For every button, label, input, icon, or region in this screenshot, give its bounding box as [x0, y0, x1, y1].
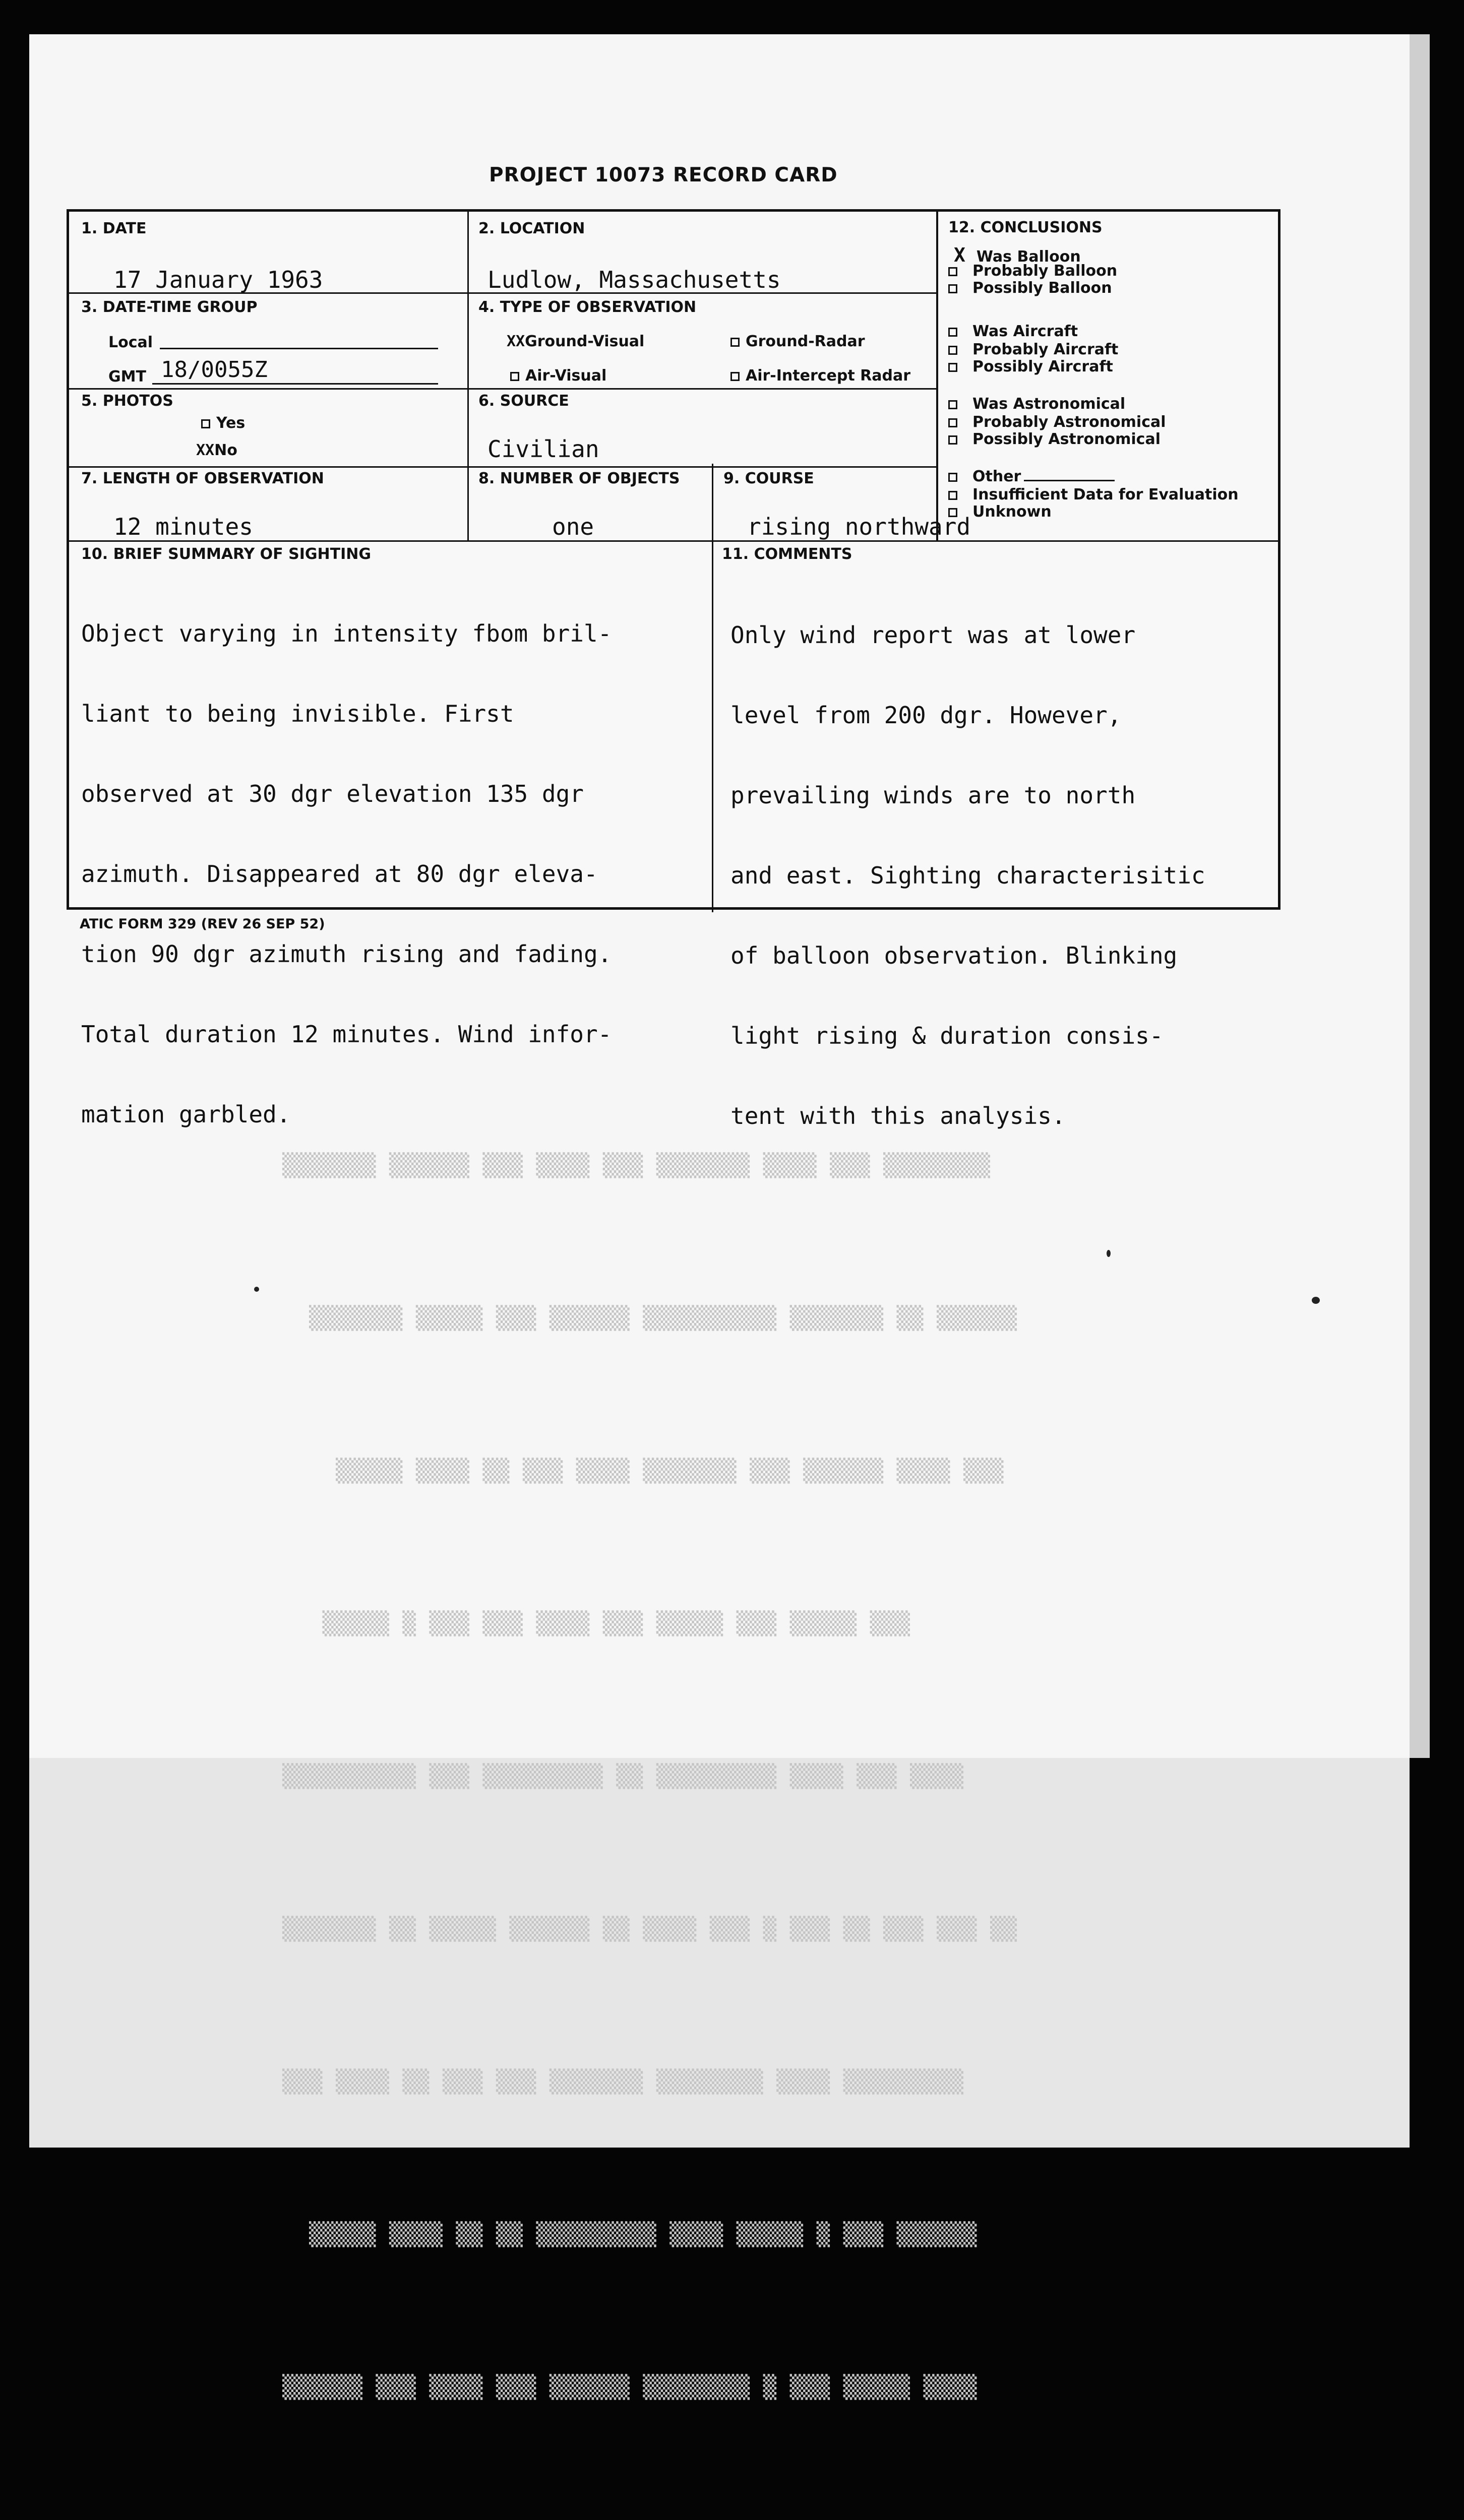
summary-line: Total duration 12 minutes. Wind infor-	[81, 1021, 612, 1048]
checkbox	[201, 419, 210, 428]
length-of-observation-label: 7. LENGTH OF OBSERVATION	[81, 470, 324, 487]
datetime-group-label: 3. DATE-TIME GROUP	[81, 298, 258, 316]
number-of-objects-label: 8. NUMBER OF OBJECTS	[478, 470, 680, 487]
photos-no-check: XX	[196, 442, 215, 459]
source-label: 6. SOURCE	[478, 392, 569, 410]
divider	[69, 466, 937, 468]
divider	[69, 540, 1279, 542]
location-value: Ludlow, Massachusetts	[487, 266, 781, 293]
date-label: 1. DATE	[81, 220, 147, 237]
conclusion-was-aircraft	[948, 323, 1078, 340]
comment-line: level from 200 dgr. However,	[730, 702, 1122, 729]
conclusion-text: Probably Astronomical	[972, 413, 1166, 431]
gmt-label: GMT	[108, 368, 146, 386]
photos-no-option	[196, 442, 237, 459]
comments-label: 11. COMMENTS	[722, 545, 852, 563]
paper-edge-strip	[1410, 34, 1430, 1758]
conclusion-text: Was Balloon	[976, 248, 1081, 266]
conclusion-text: Possibly Astronomical	[972, 430, 1161, 448]
ground-radar-option	[730, 333, 865, 350]
conclusion-was-astronomical	[948, 395, 1125, 413]
checkbox	[510, 372, 519, 381]
scan-speck	[1107, 1250, 1111, 1257]
summary-line: tion 90 dgr azimuth rising and fading.	[81, 940, 612, 968]
photos-yes-option	[201, 414, 245, 432]
ground-visual-option	[507, 333, 644, 350]
conclusion-other	[948, 468, 1115, 485]
checkbox	[948, 400, 957, 409]
was-balloon-check: X	[954, 244, 965, 266]
checkbox	[948, 435, 957, 445]
comment-line: of balloon observation. Blinking	[730, 942, 1178, 969]
air-intercept-radar-option	[730, 367, 910, 385]
conclusion-unknown	[948, 503, 1052, 521]
photos-no-text: No	[214, 442, 237, 459]
checkbox	[730, 372, 740, 381]
summary-line: Object varying in intensity fbom bril-	[81, 620, 612, 647]
number-of-objects-value: one	[552, 513, 594, 540]
checkbox	[948, 284, 957, 293]
bleed-through-texture: ▒▒▒▒▒▒▒ ▒▒▒▒▒▒ ▒▒▒ ▒▒▒▒ ▒▒▒ ▒▒▒▒▒▒▒ ▒▒▒▒ ▒▒▒ ▒▒▒▒▒▒▒▒ ▒▒▒▒▒▒▒ ▒▒▒▒▒ ▒▒▒ ▒▒▒▒▒▒ ▒▒▒▒▒▒▒▒▒▒ ▒▒▒▒▒▒▒ ▒▒ ▒▒▒▒▒▒ ▒▒▒▒▒ ▒▒▒▒ ▒▒ ▒▒▒ ▒▒▒▒ ▒▒▒▒▒▒▒ ▒▒▒ ▒▒▒▒▒▒ ▒▒▒▒ ▒▒▒ ▒▒▒▒▒ ▒ ▒▒▒ ▒▒▒ ▒▒▒▒ ▒▒▒ ▒▒▒▒▒ ▒▒▒ ▒▒▒▒▒ ▒▒▒ ▒▒▒▒▒▒▒▒▒▒ ▒▒▒ ▒▒▒▒▒▒▒▒▒ ▒▒ ▒▒▒▒▒▒▒▒▒ ▒▒▒▒ ▒▒▒ ▒▒▒▒ ▒▒▒▒▒▒▒ ▒▒ ▒▒▒▒▒ ▒▒▒▒▒▒ ▒▒ ▒▒▒▒ ▒▒▒ ▒ ▒▒▒ ▒▒ ▒▒▒ ▒▒▒ ▒▒ ▒▒▒ ▒▒▒▒ ▒▒ ▒▒▒ ▒▒▒ ▒▒▒▒▒▒▒ ▒▒▒▒▒▒▒▒ ▒▒▒▒ ▒▒▒▒▒▒▒▒▒ ▒▒▒▒▒ ▒▒▒▒ ▒▒ ▒▒ ▒▒▒▒▒▒▒▒▒ ▒▒▒▒ ▒▒▒▒▒ ▒ ▒▒▒ ▒▒▒▒▒▒ ▒▒▒▒▒▒ ▒▒▒ ▒▒▒▒ ▒▒▒ ▒▒▒▒▒▒ ▒▒▒▒▒▒▒▒ ▒ ▒▒▒ ▒▒▒▒▒ ▒▒▒▒	[282, 1153, 1017, 2400]
ground-visual-check: XX	[507, 333, 525, 350]
conclusion-text: Probably Balloon	[972, 262, 1118, 280]
summary-line: azimuth. Disappeared at 80 dgr eleva-	[81, 860, 598, 888]
local-label: Local	[108, 334, 153, 351]
checkbox	[948, 363, 957, 372]
comments-text	[730, 569, 1205, 1183]
divider	[467, 464, 469, 542]
course-label: 9. COURSE	[723, 470, 814, 487]
air-intercept-radar-text: Air-Intercept Radar	[746, 367, 910, 385]
ground-visual-text: Ground-Visual	[525, 333, 645, 350]
summary-line: observed at 30 dgr elevation 135 dgr	[81, 780, 584, 807]
comment-line: tent with this analysis.	[730, 1102, 1066, 1129]
comment-line: and east. Sighting characterisitic	[730, 862, 1205, 889]
conclusion-possibly-balloon	[948, 279, 1112, 297]
air-visual-option	[510, 367, 606, 385]
brief-summary-label: 10. BRIEF SUMMARY OF SIGHTING	[81, 545, 371, 563]
location-label: 2. LOCATION	[478, 220, 585, 237]
comment-line: prevailing winds are to north	[730, 782, 1136, 809]
other-underline	[1024, 480, 1115, 481]
divider	[712, 464, 713, 912]
source-value: Civilian	[487, 435, 599, 463]
conclusion-probably-astronomical	[948, 413, 1166, 431]
checkbox	[948, 418, 957, 427]
divider	[936, 212, 938, 542]
photos-label: 5. PHOTOS	[81, 392, 173, 410]
card-title: PROJECT 10073 RECORD CARD	[489, 164, 838, 186]
conclusion-possibly-aircraft	[948, 358, 1113, 375]
conclusion-text: Was Astronomical	[972, 395, 1126, 413]
scan-speck	[1312, 1297, 1320, 1304]
local-underline	[160, 348, 438, 349]
comment-line: Only wind report was at lower	[730, 621, 1136, 649]
summary-line: liant to being invisible. First	[81, 700, 514, 727]
comment-line: light rising & duration consis-	[730, 1022, 1164, 1049]
date-value: 17 January 1963	[113, 266, 323, 293]
form-footer: ATIC FORM 329 (REV 26 SEP 52)	[80, 916, 325, 932]
ground-radar-text: Ground-Radar	[746, 333, 865, 350]
conclusion-text: Was Aircraft	[972, 323, 1078, 340]
checkbox	[948, 491, 957, 500]
conclusion-text: Other	[972, 468, 1021, 485]
summary-line: mation garbled.	[81, 1101, 291, 1128]
divider	[69, 388, 937, 390]
checkbox	[948, 328, 957, 337]
conclusion-probably-balloon	[948, 262, 1117, 280]
conclusion-text: Possibly Balloon	[972, 279, 1112, 297]
conclusion-text: Probably Aircraft	[972, 341, 1119, 358]
checkbox	[948, 508, 957, 517]
divider	[467, 212, 469, 469]
gmt-underline	[152, 383, 438, 385]
conclusion-insufficient-data	[948, 486, 1239, 503]
scan-speck	[254, 1287, 259, 1292]
checkbox	[730, 338, 740, 347]
checkbox	[948, 267, 957, 276]
brief-summary-text	[81, 567, 612, 1181]
conclusion-probably-aircraft	[948, 341, 1118, 358]
conclusion-text: Unknown	[972, 503, 1052, 521]
conclusions-label: 12. CONCLUSIONS	[948, 219, 1103, 236]
photos-yes-text: Yes	[216, 414, 246, 432]
gmt-value: 18/0055Z	[161, 357, 268, 383]
length-of-observation-value: 12 minutes	[113, 513, 253, 540]
conclusion-text: Possibly Aircraft	[972, 358, 1113, 375]
checkbox	[948, 346, 957, 355]
type-of-observation-label: 4. TYPE OF OBSERVATION	[478, 298, 697, 316]
course-value: rising northward	[747, 513, 971, 540]
checkbox	[948, 473, 957, 482]
conclusion-text: Insufficient Data for Evaluation	[972, 486, 1239, 503]
air-visual-text: Air-Visual	[525, 367, 607, 385]
conclusion-possibly-astronomical	[948, 430, 1161, 448]
